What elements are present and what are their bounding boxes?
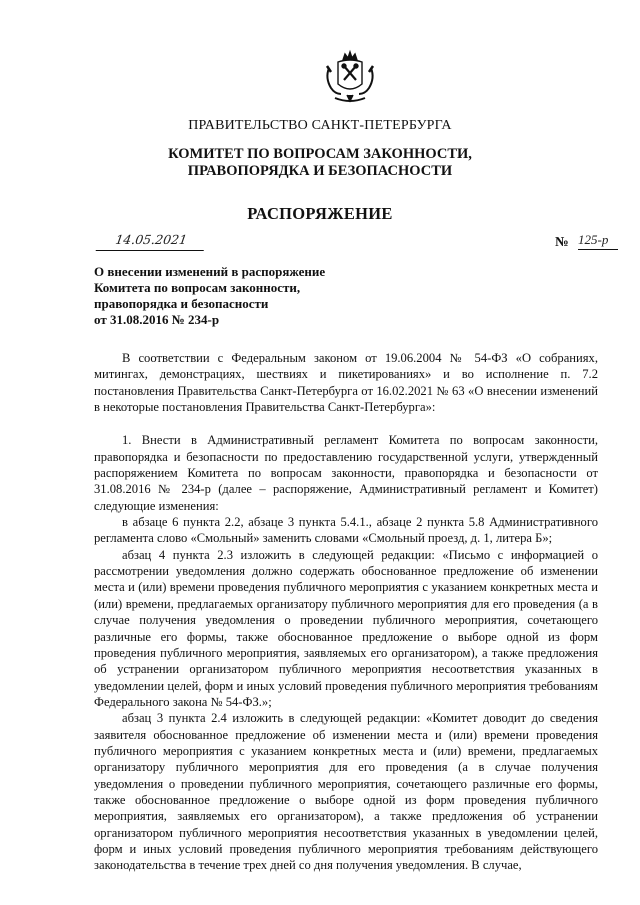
document-number: 125-р bbox=[578, 232, 618, 250]
document-subject bbox=[94, 264, 394, 328]
document-number-label: № bbox=[555, 234, 569, 249]
subject-line: О внесении изменений в распоряжение bbox=[94, 264, 326, 279]
change-paragraph-2: абзац 4 пункта 2.3 изложить в следующей редакции: «Письмо с информацией о рассмотрении уведомления должно содержать обоснованное предложение об изменении места и (или) времени проведения публичного мероприятия с указанием конкретных места и (или) времени, предлагаемых организатору публичного мероприятия для его проведения (а в случае получения уведомления о проведении публичного мероприятия, сочетающего различные его формы, также обоснованное предложение о выборе одной из форм проведения публичного мероприятия, заявляемых его организатором), а также предложения об устранении организатором публичного мероприятия несоответствия указанных в уведомлении целей, форм и иных условий проведения публичного мероприятия требованиям Федерального закона № 54-ФЗ.»; bbox=[94, 547, 598, 709]
change-paragraph-3: абзац 3 пункта 2.4 изложить в следующей редакции: «Комитет доводит до сведения заявителя обоснованное предложение об изменении места и (или) времени проведения публичного мероприятия с указанием конкретных места и (или) времени, предлагаемых организатору публичного мероприятия для его проведения (а в случае получения уведомления о проведении публичного мероприятия, сочетающего различные его формы, также обоснованное предложение о выборе одной из форм проведения публичного мероприятия, заявляемых его организатором), а также предложения об устранении организатором публичного мероприятия несоответствия указанных в уведомлении целей, форм и иных условий проведения публичного мероприятия требованиям действующего законодательства в течение трех дней со дня получения уведомления. В случае, bbox=[94, 711, 598, 873]
document-type: РАСПОРЯЖЕНИЕ bbox=[247, 204, 393, 223]
document-body bbox=[94, 350, 598, 874]
committee-title bbox=[0, 146, 640, 180]
change-paragraph-1: в абзаце 6 пункта 2.2, абзаце 3 пункта 5.4.1., абзаце 2 пункта 5.8 Административного регламента слово «Смольный» заменить словами «Смольный проезд, д. 1, литера Б»; bbox=[94, 515, 598, 546]
subject-line: правопорядка и безопасности bbox=[94, 296, 269, 311]
government-title: ПРАВИТЕЛЬСТВО САНКТ-ПЕТЕРБУРГА bbox=[188, 118, 452, 133]
coat-of-arms-icon bbox=[321, 48, 379, 106]
document-date: 14.05.2021 bbox=[96, 232, 207, 251]
subject-line: от 31.08.2016 № 234-р bbox=[94, 312, 220, 327]
preamble-paragraph: В соответствии с Федеральным законом от 19.06.2004 № 54-ФЗ «О собраниях, митингах, демонстрациях, шествиях и пикетированиях» и во исполнение п. 7.2 постановления Правительства Санкт-Петербурга от 16.02.2021 № 63 «О внесении изменений в некоторые постановления Правительства Санкт-Петербурга»: bbox=[94, 351, 598, 415]
committee-title-line: КОМИТЕТ ПО ВОПРОСАМ ЗАКОННОСТИ, bbox=[168, 146, 472, 162]
committee-title-line: ПРАВОПОРЯДКА И БЕЗОПАСНОСТИ bbox=[187, 163, 453, 179]
item-1-paragraph: 1. Внести в Административный регламент Комитета по вопросам законности, правопорядка и безопасности по предоставлению государственной услуги, утвержденный распоряжением Комитета по вопросам законности, правопорядка и безопасности от 31.08.2016 № 234-р (далее – распоряжение, Административный регламент и Комитет) следующие изменения: bbox=[94, 433, 598, 513]
subject-line: Комитета по вопросам законности, bbox=[94, 280, 301, 295]
